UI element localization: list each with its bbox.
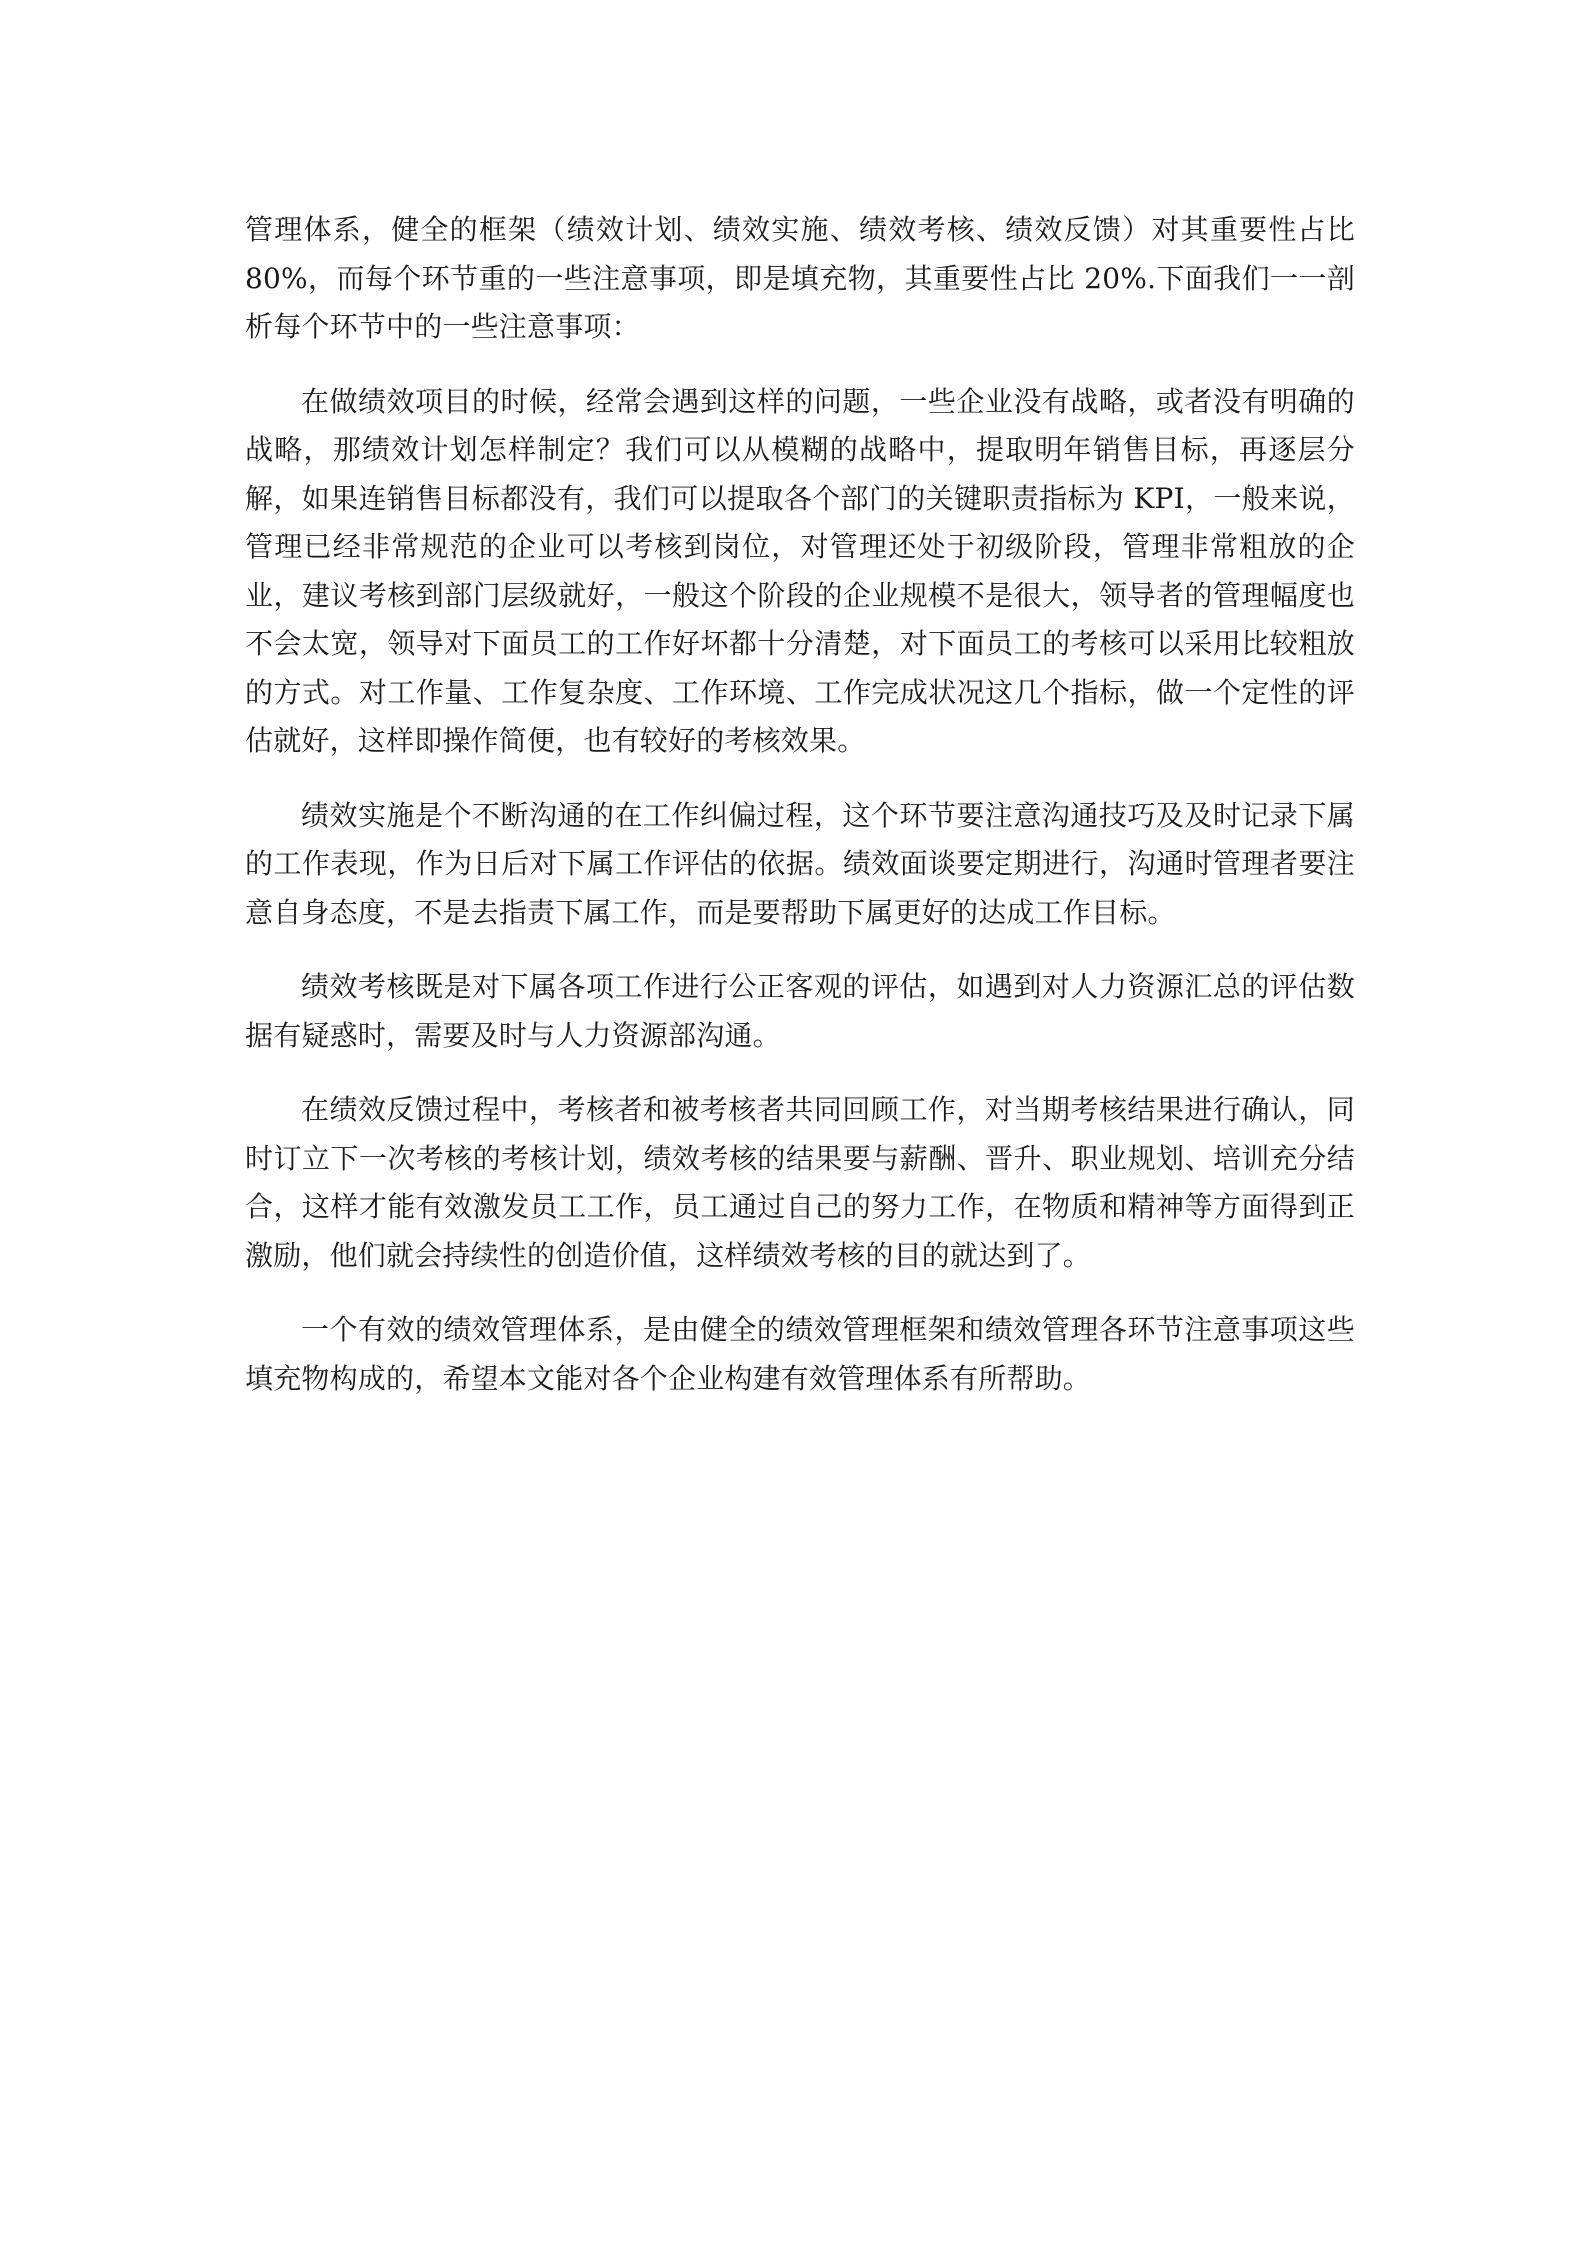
paragraph-intro: 管理体系，健全的框架（绩效计划、绩效实施、绩效考核、绩效反馈）对其重要性占比 80%，而每个环节重的一些注意事项，即是填充物，其重要性占比 20%.下面我们一一剖析每个环节中的一些注意事项： [245, 213, 1355, 343]
paragraph-performance-implementation: 绩效实施是个不断沟通的在工作纠偏过程，这个环节要注意沟通技巧及及时记录下属的工作表现，作为日后对下属工作评估的依据。绩效面谈要定期进行，沟通时管理者要注意自身态度，不是去指责下属工作，而是要帮助下属更好的达成工作目标。 [245, 798, 1355, 929]
paragraph-performance-assessment: 绩效考核既是对下属各项工作进行公正客观的评估，如遇到对人力资源汇总的评估数据有疑惑时，需要及时与人力资源部沟通。 [245, 970, 1355, 1052]
document-body [245, 206, 1355, 1429]
paragraph-conclusion: 一个有效的绩效管理体系，是由健全的绩效管理框架和绩效管理各环节注意事项这些填充物构成的，希望本文能对各个企业构建有效管理体系有所帮助。 [245, 1313, 1355, 1395]
paragraph-performance-plan: 在做绩效项目的时候，经常会遇到这样的问题，一些企业没有战略，或者没有明确的战略，那绩效计划怎样制定？我们可以从模糊的战略中，提取明年销售目标，再逐层分解，如果连销售目标都没有，我们可以提取各个部门的关键职责指标为 KPI，一般来说，管理已经非常规范的企业可以考核到岗位，对管理还处于初级阶段，管理非常粗放的企业，建议考核到部门层级就好，一般这个阶段的企业规模不是很大，领导者的管理幅度也不会太宽，领导对下面员工的工作好坏都十分清楚，对下面员工的考核可以采用比较粗放的方式。对工作量、工作复杂度、工作环境、工作完成状况这几个指标，做一个定性的评估就好，这样即操作简便，也有较好的考核效果。 [245, 384, 1355, 757]
paragraph-performance-feedback: 在绩效反馈过程中，考核者和被考核者共同回顾工作，对当期考核结果进行确认，同时订立下一次考核的考核计划，绩效考核的结果要与薪酬、晋升、职业规划、培训充分结合，这样才能有效激发员工工作，员工通过自己的努力工作，在物质和精神等方面得到正激励，他们就会持续性的创造价值，这样绩效考核的目的就达到了。 [245, 1093, 1355, 1272]
